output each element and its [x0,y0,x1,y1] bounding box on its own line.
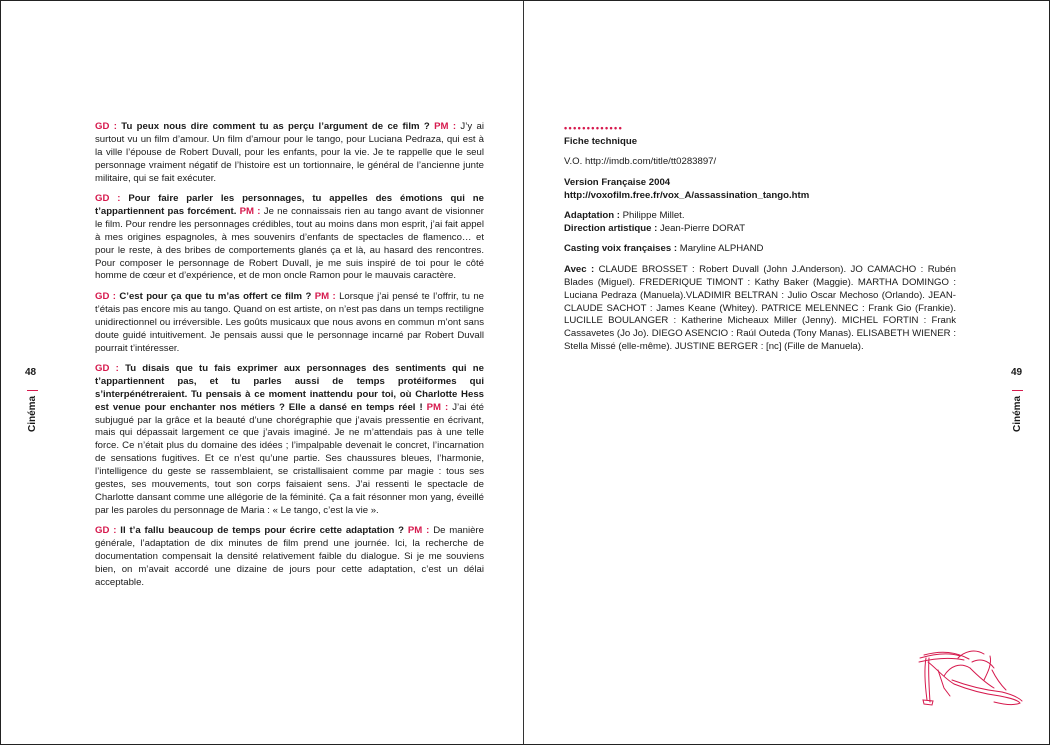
question: Tu peux nous dire comment tu as perçu l’argument de ce film ? [121,121,430,132]
section-label-text: Cinéma [27,395,38,432]
vf-title: Version Française 2004 [564,176,671,188]
section-bar [27,390,38,391]
casting-line [564,243,956,256]
direction-label: Direction artistique : [564,223,658,235]
page-number-left: 48 [25,367,37,378]
interview-paragraph [95,291,484,356]
avec-value: CLAUDE BROSSET : Robert Duvall (John J.Anderson). JO CAMACHO : Rubén Blades (Miguel). FREDERIQUE TIMONT : Kathy Baker (Maggie). MARTHA DOMINGO : Luciana Pedraza (Manuela).VLADIMIR BELTRAN : Julio Oscar Mechoso (Orlando). JEAN-CLAUDE SACHOT : James Keane (Whitey). PATRICE MELENNEC : Frank Gio (Frankie). LUCILLE BOULANGER : Katherine Micheaux Miller (Jenny). MICHEL FORTIN : Frank Cassavetes (Jo Jo). DIEGO ASENCIO : Raúl Outeda (Tony Manas). ELISABETH WIENER : Stella Missé (elle-même). JUSTINE BERGER : [nc] (Fille de Manuela). [564,263,956,353]
speaker-gd: GD : [95,290,116,302]
vo-link: V.O. http://imdb.com/title/tt0283897/ [564,156,717,168]
answer: Lorsque j’ai pensé te l’offrir, tu ne t’étais pas encore mis au tango. Quand on est artiste, on n’est pas dans un temps rectiligne unidirectionnel ou irréversible. Les goûts musicaux que nous avons en commun m’ont sans doute guidé intuitivement. Je pensais aussi que le personnage incarné par Robert Duvall pourrait t’intéresser. [95,290,484,354]
interview-paragraph [95,525,484,590]
answer: Je ne connaissais rien au tango avant de visionner le film. Pour rendre les personnages crédibles, tout au moins dans mon esprit, j’ai fait appel à mes origines espagnoles, à mes souvenirs d’enfants de spectacles de flamenco… et pour le reste, à des bribes de comportements glanés ça et là, au hasard des rencontres. Pour composer le personnage de Robert Duvall, je me suis inspiré de toi pour le côté homme de cœur et d’expérience, et de mon oncle Ramon pour le mauvais caractère. [95,205,484,282]
technical-sheet [564,124,956,362]
casting-label: Casting voix françaises : [564,243,678,255]
speaker-gd: GD : [95,121,117,132]
question: Tu disais que tu fais exprimer aux personnages des sentiments qui ne t’appartiennent pas, et tu parles aussi de temps protéiformes qui s’interpénétreraient. Tu pensais à ce moment inattendu pour toi, où Charlotte Hess est venue pour enchanter nos métiers ? Elle a dansé en temps réel ! [95,362,484,413]
cast-list [564,264,956,354]
section-label-right [1012,390,1023,432]
speaker-gd: GD : [95,193,121,205]
fiche-title: Fiche technique [564,136,638,147]
high-heel-shoe-sketch-icon [914,640,1026,708]
interview-paragraph [95,363,484,518]
answer: J’ai été subjugué par la grâce et la beauté d’une chorégraphie que j’avais pressentie en écrivant, mais qui dépassait largement ce que j’avais imaginé. Je ne m’attendais pas à une telle force. Ce n’était plus du domaine des idées ; l’impalpable devenait le concret, l’incarnation de sensations fugitives. Et ce n’est qu’une partie. Ses chaussures bleues, l’harmonie, l’intelligence du geste se rassemblaient, se cristallisaient comme par magie : tous ses gestes, ses mouvements, tout son corps faisaient sens. J’ai ressenti le spectacle de Charlotte dansant comme une allégorie de la féminité. Ça a fait résonner mon yang, éveillé par les paroles du personnage de Maria : « Le tango, c’est la vie ». [95,401,484,516]
page-number-right: 49 [1011,367,1023,378]
dotted-divider: ••••••••••••• [564,123,624,133]
interview-paragraph [95,193,484,283]
interview-text [95,121,484,597]
speaker-pm: PM : [239,205,261,217]
interview-paragraph [95,121,484,186]
left-page [0,0,524,745]
speaker-pm: PM : [426,401,449,413]
section-label-left [27,390,38,432]
vf-url: http://voxofilm.free.fr/vox_A/assassination_tango.htm [564,189,810,201]
question: Pour faire parler les personnages, tu appelles des émotions qui ne t’appartiennent pas forcément. [95,193,484,217]
adaptation-label: Adaptation : [564,210,620,222]
speaker-pm: PM : [434,121,457,132]
answer: J’y ai surtout vu un film d’amour. Un film d’amour pour le tango, pour Luciana Pedraza, qui est à la ville l’épouse de Robert Duvall, pour les enfants, pour la vie. Je te rappelle que le seul personnage vraiment négatif de l’histoire est un tortionnaire, le général de l’ancienne junte militaire, qui se fait exécuter. [95,121,484,184]
adaptation-value: Philippe Millet. [622,210,685,222]
avec-label: Avec : [564,263,595,275]
right-page [525,0,1050,745]
section-label-text: Cinéma [1012,395,1023,432]
question: C’est pour ça que tu m’as offert ce film ? [119,290,312,302]
vf-block [564,177,956,203]
section-bar [1012,390,1023,391]
question: Il t’a fallu beaucoup de temps pour écrire cette adaptation ? [120,525,405,537]
speaker-gd: GD : [95,525,117,537]
answer: De manière générale, l’adaptation de dix minutes de film prend une journée. Ici, la recherche de documentation compensait la densité relativement faible du dialogue. Si je me souviens bien, on m’avait accordé une dizaine de jours pour cette adaptation, c’est un délai acceptable. [95,525,484,588]
credits-block [564,210,956,236]
speaker-pm: PM : [407,525,430,537]
speaker-pm: PM : [314,290,336,302]
speaker-gd: GD : [95,362,119,374]
casting-value: Maryline ALPHAND [679,243,764,255]
direction-value: Jean-Pierre DORAT [659,223,746,235]
